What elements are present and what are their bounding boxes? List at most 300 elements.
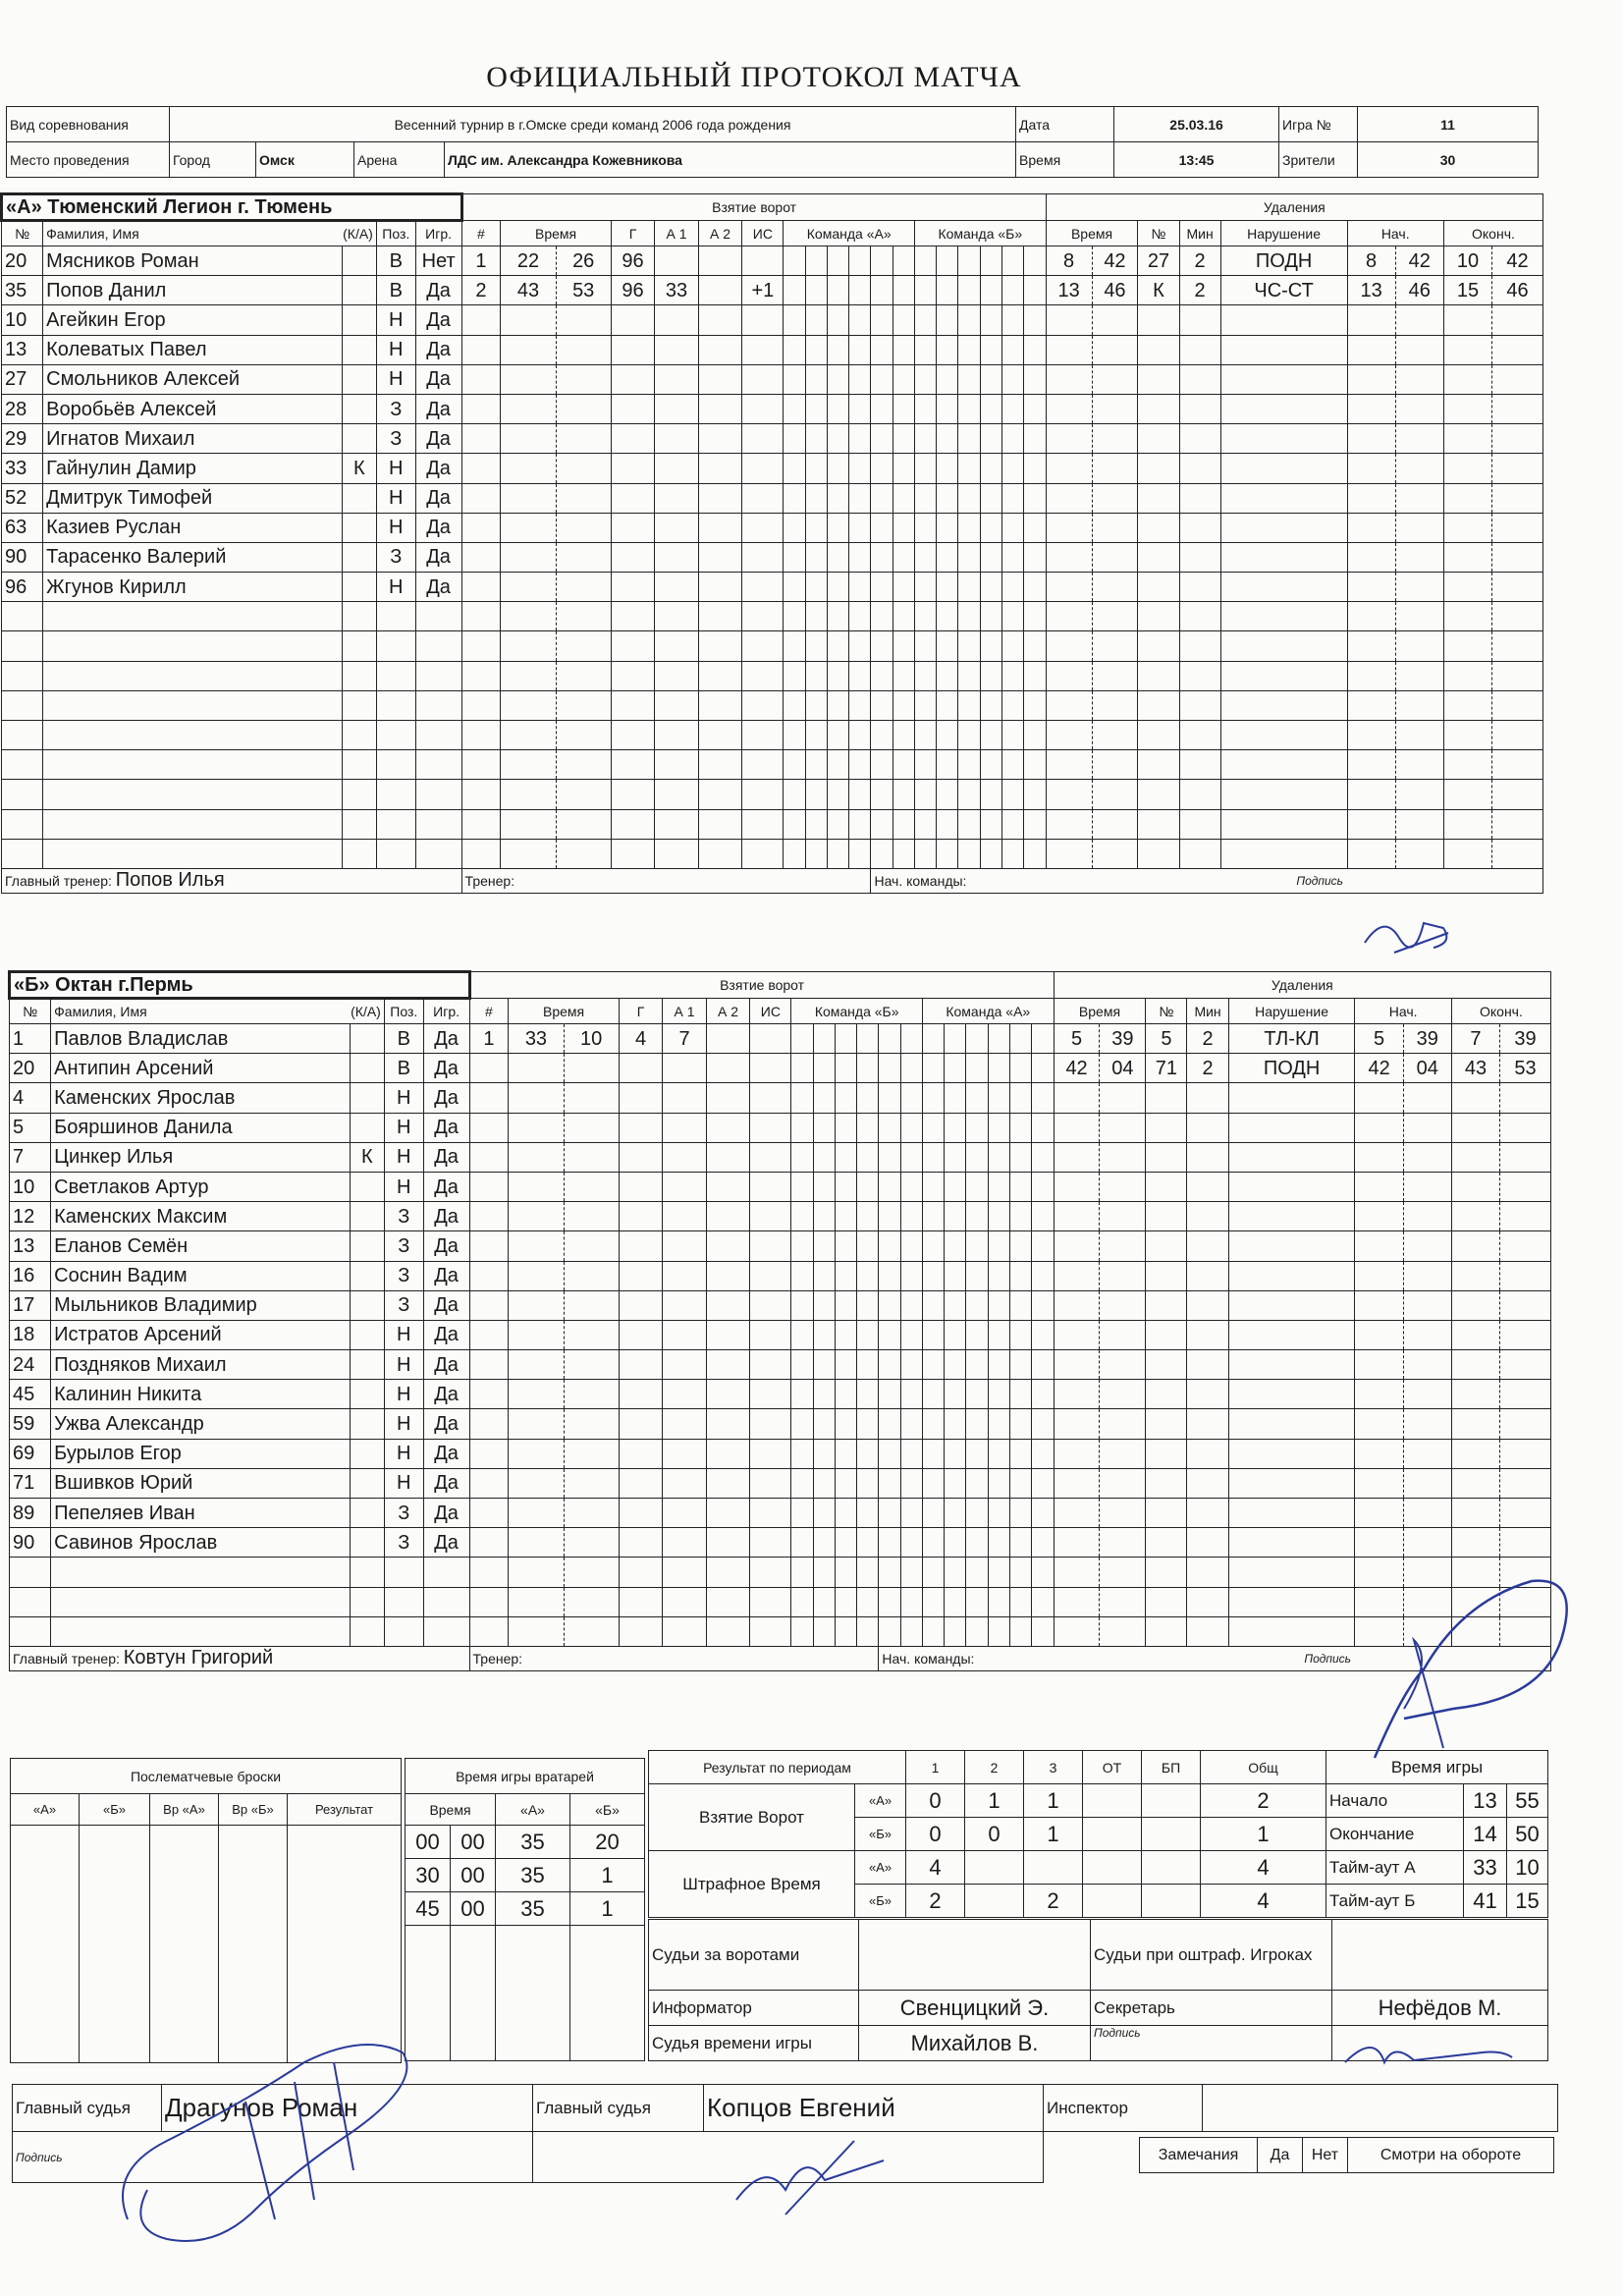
player-num: 59 (10, 1409, 51, 1439)
pen-end-sec: 53 (1500, 1054, 1551, 1083)
player-pos: Н (384, 1172, 423, 1201)
start-min: 55 (1507, 1784, 1548, 1818)
player-played: Да (415, 276, 461, 305)
player-row (10, 1024, 1551, 1054)
player-played: Да (415, 513, 461, 542)
period-results (648, 1750, 1326, 1918)
player-name: Светлаков Артур (51, 1172, 351, 1201)
goals-label: Взятие Ворот (649, 1784, 855, 1851)
player-row (2, 690, 1543, 720)
player-ka (342, 573, 376, 602)
pen-start-sec: 04 (1403, 1054, 1451, 1083)
player-name: Попов Данил (43, 276, 343, 305)
pen-player: 27 (1138, 246, 1179, 276)
pen-minutes: 2 (1179, 276, 1220, 305)
col-hash: # (469, 999, 509, 1024)
player-name: Цинкер Илья (51, 1142, 351, 1172)
timeout-b-sec: 15 (1507, 1885, 1548, 1918)
team-chief-label: Нач. команды: Подпись (879, 1646, 1551, 1670)
goalie-a: 35 (496, 1859, 570, 1892)
player-pos: Н (384, 1439, 423, 1468)
signature-referee2-icon (727, 2131, 893, 2219)
col-pen-num: № (1146, 999, 1187, 1024)
player-ka (342, 364, 376, 394)
player-pos: Н (384, 1113, 423, 1142)
player-row (2, 364, 1543, 394)
player-pos: В (376, 276, 415, 305)
goal-min: 33 (509, 1024, 564, 1054)
goalie-col-b: «Б» (570, 1794, 645, 1826)
player-played: Да (415, 483, 461, 513)
start-label: Начало (1326, 1784, 1464, 1818)
player-played: Да (415, 542, 461, 572)
player-row (2, 721, 1543, 750)
col-a2: А 2 (706, 999, 750, 1024)
penalties-title: Удаления (1046, 194, 1542, 221)
player-row (2, 276, 1543, 305)
player-pos: Н (384, 1350, 423, 1380)
referee1-signature-label: Подпись (13, 2132, 533, 2183)
goalie-sec: 00 (451, 1859, 496, 1892)
timekeeper-value: Михайлов В. (859, 2026, 1091, 2061)
col-name: Фамилия, Имя (К/А) (51, 999, 385, 1024)
timeout-b-min: 41 (1464, 1885, 1507, 1918)
player-played: Да (423, 1202, 469, 1231)
pim-b-so (1142, 1885, 1201, 1918)
team-a-short: «А» (855, 1784, 906, 1818)
city-value: Омск (256, 142, 354, 178)
player-played: Да (423, 1320, 469, 1349)
player-row (2, 335, 1543, 364)
goal-is (750, 1024, 791, 1054)
player-ka (342, 483, 376, 513)
head-coach: Главный тренер: Попов Илья (2, 868, 462, 893)
end-min: 50 (1507, 1818, 1548, 1851)
penalties-title: Удаления (1054, 972, 1550, 999)
goalie-min: 45 (406, 1892, 451, 1926)
competition-value: Весенний турнир в г.Омске среди команд 2006 года рождения (170, 107, 1016, 142)
player-num: 10 (2, 305, 43, 335)
pen-end-min: 10 (1443, 246, 1491, 276)
player-ka (350, 1083, 384, 1113)
team-title: «А» Тюменский Легион г. Тюмень (2, 194, 462, 221)
player-played: Да (423, 1350, 469, 1380)
player-num: 13 (10, 1231, 51, 1261)
col-pen-end: Оконч. (1451, 999, 1550, 1024)
player-row (2, 542, 1543, 572)
shootout-col: Вр «А» (150, 1794, 219, 1826)
player-ka (350, 1024, 384, 1054)
col-num: № (2, 221, 43, 246)
player-ka (350, 1380, 384, 1409)
player-pos: В (384, 1024, 423, 1054)
player-name: Каменских Ярослав (51, 1083, 351, 1113)
col-played: Игр. (423, 999, 469, 1024)
player-row (10, 1320, 1551, 1349)
secretary-value: Нефёдов М. (1332, 1991, 1548, 2026)
remarks-label: Замечания (1140, 2138, 1258, 2173)
player-row (2, 305, 1543, 335)
goal-is: +1 (742, 276, 784, 305)
col-g: Г (619, 999, 663, 1024)
goal-scorer: 96 (611, 246, 655, 276)
head-coach: Главный тренер: Ковтун Григорий (10, 1646, 470, 1670)
player-played: Да (423, 1380, 469, 1409)
player-row (10, 1113, 1551, 1142)
player-name: Жгунов Кирилл (43, 573, 343, 602)
goalie-sec: 00 (451, 1892, 496, 1926)
pen-start-sec: 39 (1403, 1024, 1451, 1054)
goals-b-total: 1 (1201, 1818, 1326, 1851)
spectators-value: 30 (1358, 142, 1539, 178)
player-name: Казиев Руслан (43, 513, 343, 542)
col-pen-time: Время (1046, 221, 1138, 246)
shootout-col: Результат (288, 1794, 402, 1826)
player-num: 16 (10, 1261, 51, 1290)
player-pos: З (384, 1231, 423, 1261)
player-ka (342, 276, 376, 305)
remarks-table (1139, 2137, 1554, 2173)
goals-a-so (1142, 1784, 1201, 1818)
player-row (10, 1290, 1551, 1320)
period-col: 3 (1024, 1751, 1083, 1784)
goal-min: 22 (501, 246, 556, 276)
pim-a-p2 (965, 1851, 1024, 1885)
player-name: Вшивков Юрий (51, 1468, 351, 1498)
player-played: Да (423, 1290, 469, 1320)
pen-end-min: 7 (1451, 1024, 1499, 1054)
col-pen-end: Оконч. (1443, 221, 1542, 246)
goalie-sec: 00 (451, 1826, 496, 1859)
timeout-b-label: Тайм-аут Б (1326, 1885, 1464, 1918)
player-ka (350, 1528, 384, 1558)
player-num: 35 (2, 276, 43, 305)
player-ka (350, 1409, 384, 1439)
goal-scorer: 4 (619, 1024, 663, 1054)
goals-b-p2: 0 (965, 1818, 1024, 1851)
player-num: 29 (2, 424, 43, 454)
player-ka (342, 305, 376, 335)
player-name: Соснин Вадим (51, 1261, 351, 1290)
player-ka (350, 1054, 384, 1083)
end-label: Окончание (1326, 1818, 1464, 1851)
team-a-short: «А» (855, 1851, 906, 1885)
player-played: Да (415, 364, 461, 394)
player-pos: Н (376, 364, 415, 394)
player-pos: Н (384, 1409, 423, 1439)
goal-a1: 33 (655, 276, 699, 305)
col-name: Фамилия, Имя (К/А) (43, 221, 377, 246)
arena-label: Арена (354, 142, 445, 178)
col-opp-team: Команда «А» (922, 999, 1054, 1024)
game-time-title: Время игры (1326, 1751, 1548, 1784)
player-name: Савинов Ярослав (51, 1528, 351, 1558)
goals-b-so (1142, 1818, 1201, 1851)
player-name: Еланов Семён (51, 1231, 351, 1261)
player-name: Гайнулин Дамир (43, 454, 343, 483)
game-label: Игра № (1279, 107, 1358, 142)
goal-n: 2 (461, 276, 501, 305)
player-row (10, 1261, 1551, 1290)
goals-a-p3: 1 (1024, 1784, 1083, 1818)
player-num: 18 (10, 1320, 51, 1349)
pen-end-sec: 39 (1500, 1024, 1551, 1054)
player-num: 20 (2, 246, 43, 276)
player-ka (342, 424, 376, 454)
pen-end-sec: 46 (1492, 276, 1543, 305)
player-row (2, 483, 1543, 513)
coach-label: Тренер: (461, 868, 871, 893)
goal-n: 1 (469, 1024, 509, 1054)
pim-a-p3 (1024, 1851, 1083, 1885)
player-name: Истратов Арсений (51, 1320, 351, 1349)
player-row (10, 1558, 1551, 1587)
player-ka (350, 1231, 384, 1261)
pim-b-p2 (965, 1885, 1024, 1918)
timekeeper-label: Судья времени игры (649, 2026, 859, 2061)
player-row (2, 394, 1543, 423)
player-pos: Н (384, 1142, 423, 1172)
goal-sec: 53 (556, 276, 611, 305)
period-col: 2 (965, 1751, 1024, 1784)
time-label: Время (1016, 142, 1114, 178)
col-own-team: Команда «А» (784, 221, 915, 246)
referee1-value: Драгунов Роман (162, 2085, 533, 2132)
player-name: Поздняков Михаил (51, 1350, 351, 1380)
pim-a-ot (1083, 1851, 1142, 1885)
pen-player: 5 (1146, 1024, 1187, 1054)
pim-b-p3: 2 (1024, 1885, 1083, 1918)
player-played: Да (423, 1468, 469, 1498)
col-pen-start: Нач. (1347, 221, 1443, 246)
remarks-no[interactable]: Нет (1303, 2138, 1348, 2173)
timeout-a-min: 33 (1464, 1851, 1507, 1885)
team-b-short: «Б» (855, 1818, 906, 1851)
player-row (2, 454, 1543, 483)
player-num: 63 (2, 513, 43, 542)
player-pos: В (376, 246, 415, 276)
pim-a-total: 4 (1201, 1851, 1326, 1885)
timeout-a-sec: 10 (1507, 1851, 1548, 1885)
pen-sec: 42 (1092, 246, 1138, 276)
player-num: 71 (10, 1468, 51, 1498)
player-ka (350, 1261, 384, 1290)
player-name: Бурылов Егор (51, 1439, 351, 1468)
player-row (10, 1380, 1551, 1409)
goal-n: 1 (461, 246, 501, 276)
player-played: Да (423, 1439, 469, 1468)
player-row (10, 1468, 1551, 1498)
player-name: Калинин Никита (51, 1380, 351, 1409)
team-a-section (0, 192, 1545, 894)
inspector-table (1043, 2084, 1558, 2132)
informer-value: Свенцицкий Э. (859, 1991, 1091, 2026)
pen-min: 13 (1046, 276, 1092, 305)
signature-secretary-icon (1335, 2023, 1522, 2082)
player-played: Да (423, 1083, 469, 1113)
team-b-short: «Б» (855, 1885, 906, 1918)
col-pen-num: № (1138, 221, 1179, 246)
player-name: Каменских Максим (51, 1202, 351, 1231)
col-pen-min: Мин (1179, 221, 1220, 246)
goal-min: 43 (501, 276, 556, 305)
player-row (10, 1172, 1551, 1201)
col-a2: А 2 (698, 221, 742, 246)
goalie-a: 35 (496, 1826, 570, 1859)
player-played: Да (423, 1409, 469, 1439)
player-name: Смольников Алексей (43, 364, 343, 394)
period-col: ОТ (1083, 1751, 1142, 1784)
goalie-time-table (405, 1758, 645, 2061)
player-pos: Н (384, 1320, 423, 1349)
period-col: 1 (906, 1751, 965, 1784)
player-pos: З (376, 542, 415, 572)
referee2-label: Главный судья (533, 2085, 704, 2132)
player-pos: З (376, 394, 415, 423)
referee2-value: Копцов Евгений (704, 2085, 1044, 2132)
player-name: Колеватых Павел (43, 335, 343, 364)
player-name: Ужва Александр (51, 1409, 351, 1439)
player-ka (350, 1350, 384, 1380)
player-ka (350, 1172, 384, 1201)
player-row (2, 631, 1543, 661)
player-pos: Н (376, 483, 415, 513)
player-pos: З (376, 424, 415, 454)
player-ka (350, 1499, 384, 1528)
pen-start-min: 8 (1347, 246, 1395, 276)
player-played: Да (423, 1231, 469, 1261)
team-title: «Б» Октан г.Пермь (10, 972, 470, 999)
player-ka (342, 335, 376, 364)
player-name: Мыльников Владимир (51, 1290, 351, 1320)
player-num: 90 (10, 1528, 51, 1558)
pen-start-min: 13 (1347, 276, 1395, 305)
team-b-section (8, 970, 1553, 1671)
date-label: Дата (1016, 107, 1114, 142)
player-num: 10 (10, 1172, 51, 1201)
player-ka (350, 1320, 384, 1349)
player-played: Да (423, 1054, 469, 1083)
goal-scorer: 96 (611, 276, 655, 305)
player-played: Да (423, 1172, 469, 1201)
player-ka: К (342, 454, 376, 483)
player-row (10, 1616, 1551, 1646)
player-row (2, 513, 1543, 542)
pen-minutes: 2 (1187, 1054, 1228, 1083)
pen-violation: ТЛ-КЛ (1228, 1024, 1355, 1054)
player-row (10, 1142, 1551, 1172)
pim-b-total: 4 (1201, 1885, 1326, 1918)
player-row (10, 1439, 1551, 1468)
secretary-label: Секретарь (1091, 1991, 1332, 2026)
pen-start-min: 5 (1355, 1024, 1403, 1054)
player-pos: Н (384, 1380, 423, 1409)
col-is: ИС (742, 221, 784, 246)
player-pos: Н (384, 1468, 423, 1498)
player-pos: Н (376, 305, 415, 335)
player-row (2, 573, 1543, 602)
signature-referee1-icon (108, 2023, 432, 2259)
pen-player: 71 (1146, 1054, 1187, 1083)
pen-minutes: 2 (1187, 1024, 1228, 1054)
pen-player: К (1138, 276, 1179, 305)
pim-b-p1: 2 (906, 1885, 965, 1918)
goals-a-p2: 1 (965, 1784, 1024, 1818)
pen-end-min: 43 (1451, 1054, 1499, 1083)
pen-min: 42 (1054, 1054, 1100, 1083)
col-hash: # (461, 221, 501, 246)
player-pos: Н (384, 1083, 423, 1113)
team-chief-label: Нач. команды: Подпись (871, 868, 1543, 893)
goalie-a: 35 (496, 1892, 570, 1926)
player-name: Антипин Арсений (51, 1054, 351, 1083)
player-pos: Н (376, 513, 415, 542)
time-value: 13:45 (1114, 142, 1279, 178)
player-pos: З (384, 1261, 423, 1290)
player-num: 13 (2, 335, 43, 364)
goalie-time-title: Время игры вратарей (406, 1759, 645, 1794)
player-name: Воробьёв Алексей (43, 394, 343, 423)
col-pos: Поз. (376, 221, 415, 246)
goalie-b: 20 (570, 1826, 645, 1859)
goal-judges-label: Судьи за воротами (649, 1920, 859, 1991)
pen-start-sec: 46 (1395, 276, 1443, 305)
coach-label: Тренер: (469, 1646, 879, 1670)
player-played: Да (423, 1142, 469, 1172)
pen-violation: ПОДН (1228, 1054, 1355, 1083)
player-pos: В (384, 1054, 423, 1083)
player-ka (350, 1202, 384, 1231)
player-row (10, 1587, 1551, 1616)
col-is: ИС (750, 999, 791, 1024)
remarks-yes[interactable]: Да (1258, 2138, 1303, 2173)
shootout-col: «А» (11, 1794, 80, 1826)
player-row (10, 1350, 1551, 1380)
col-pen-violation: Нарушение (1228, 999, 1355, 1024)
goals-a-p1: 0 (906, 1784, 965, 1818)
goal-a1: 7 (663, 1024, 707, 1054)
player-name: Павлов Владислав (51, 1024, 351, 1054)
player-row (2, 246, 1543, 276)
player-row (2, 750, 1543, 780)
goals-b-p1: 0 (906, 1818, 965, 1851)
spectators-label: Зрители (1279, 142, 1358, 178)
player-num: 96 (2, 573, 43, 602)
player-row (10, 1054, 1551, 1083)
player-num: 20 (10, 1054, 51, 1083)
inspector-label: Инспектор (1044, 2085, 1203, 2132)
remarks-see-back: Смотри на обороте (1348, 2138, 1554, 2173)
player-num: 5 (10, 1113, 51, 1142)
player-ka (342, 513, 376, 542)
col-opp-team: Команда «Б» (914, 221, 1046, 246)
player-num: 24 (10, 1350, 51, 1380)
match-header (6, 106, 1539, 178)
player-name: Мясников Роман (43, 246, 343, 276)
period-col: БП (1142, 1751, 1201, 1784)
player-name: Бояршинов Данила (51, 1113, 351, 1142)
col-own-team: Команда «Б» (791, 999, 923, 1024)
timeout-a-label: Тайм-аут А (1326, 1851, 1464, 1885)
player-num: 1 (10, 1024, 51, 1054)
player-num: 28 (2, 394, 43, 423)
venue-label: Место проведения (7, 142, 170, 178)
player-name: Дмитрук Тимофей (43, 483, 343, 513)
player-played: Да (415, 335, 461, 364)
game-value: 11 (1358, 107, 1539, 142)
goalie-col-a: «А» (496, 1794, 570, 1826)
goalie-b: 1 (570, 1859, 645, 1892)
